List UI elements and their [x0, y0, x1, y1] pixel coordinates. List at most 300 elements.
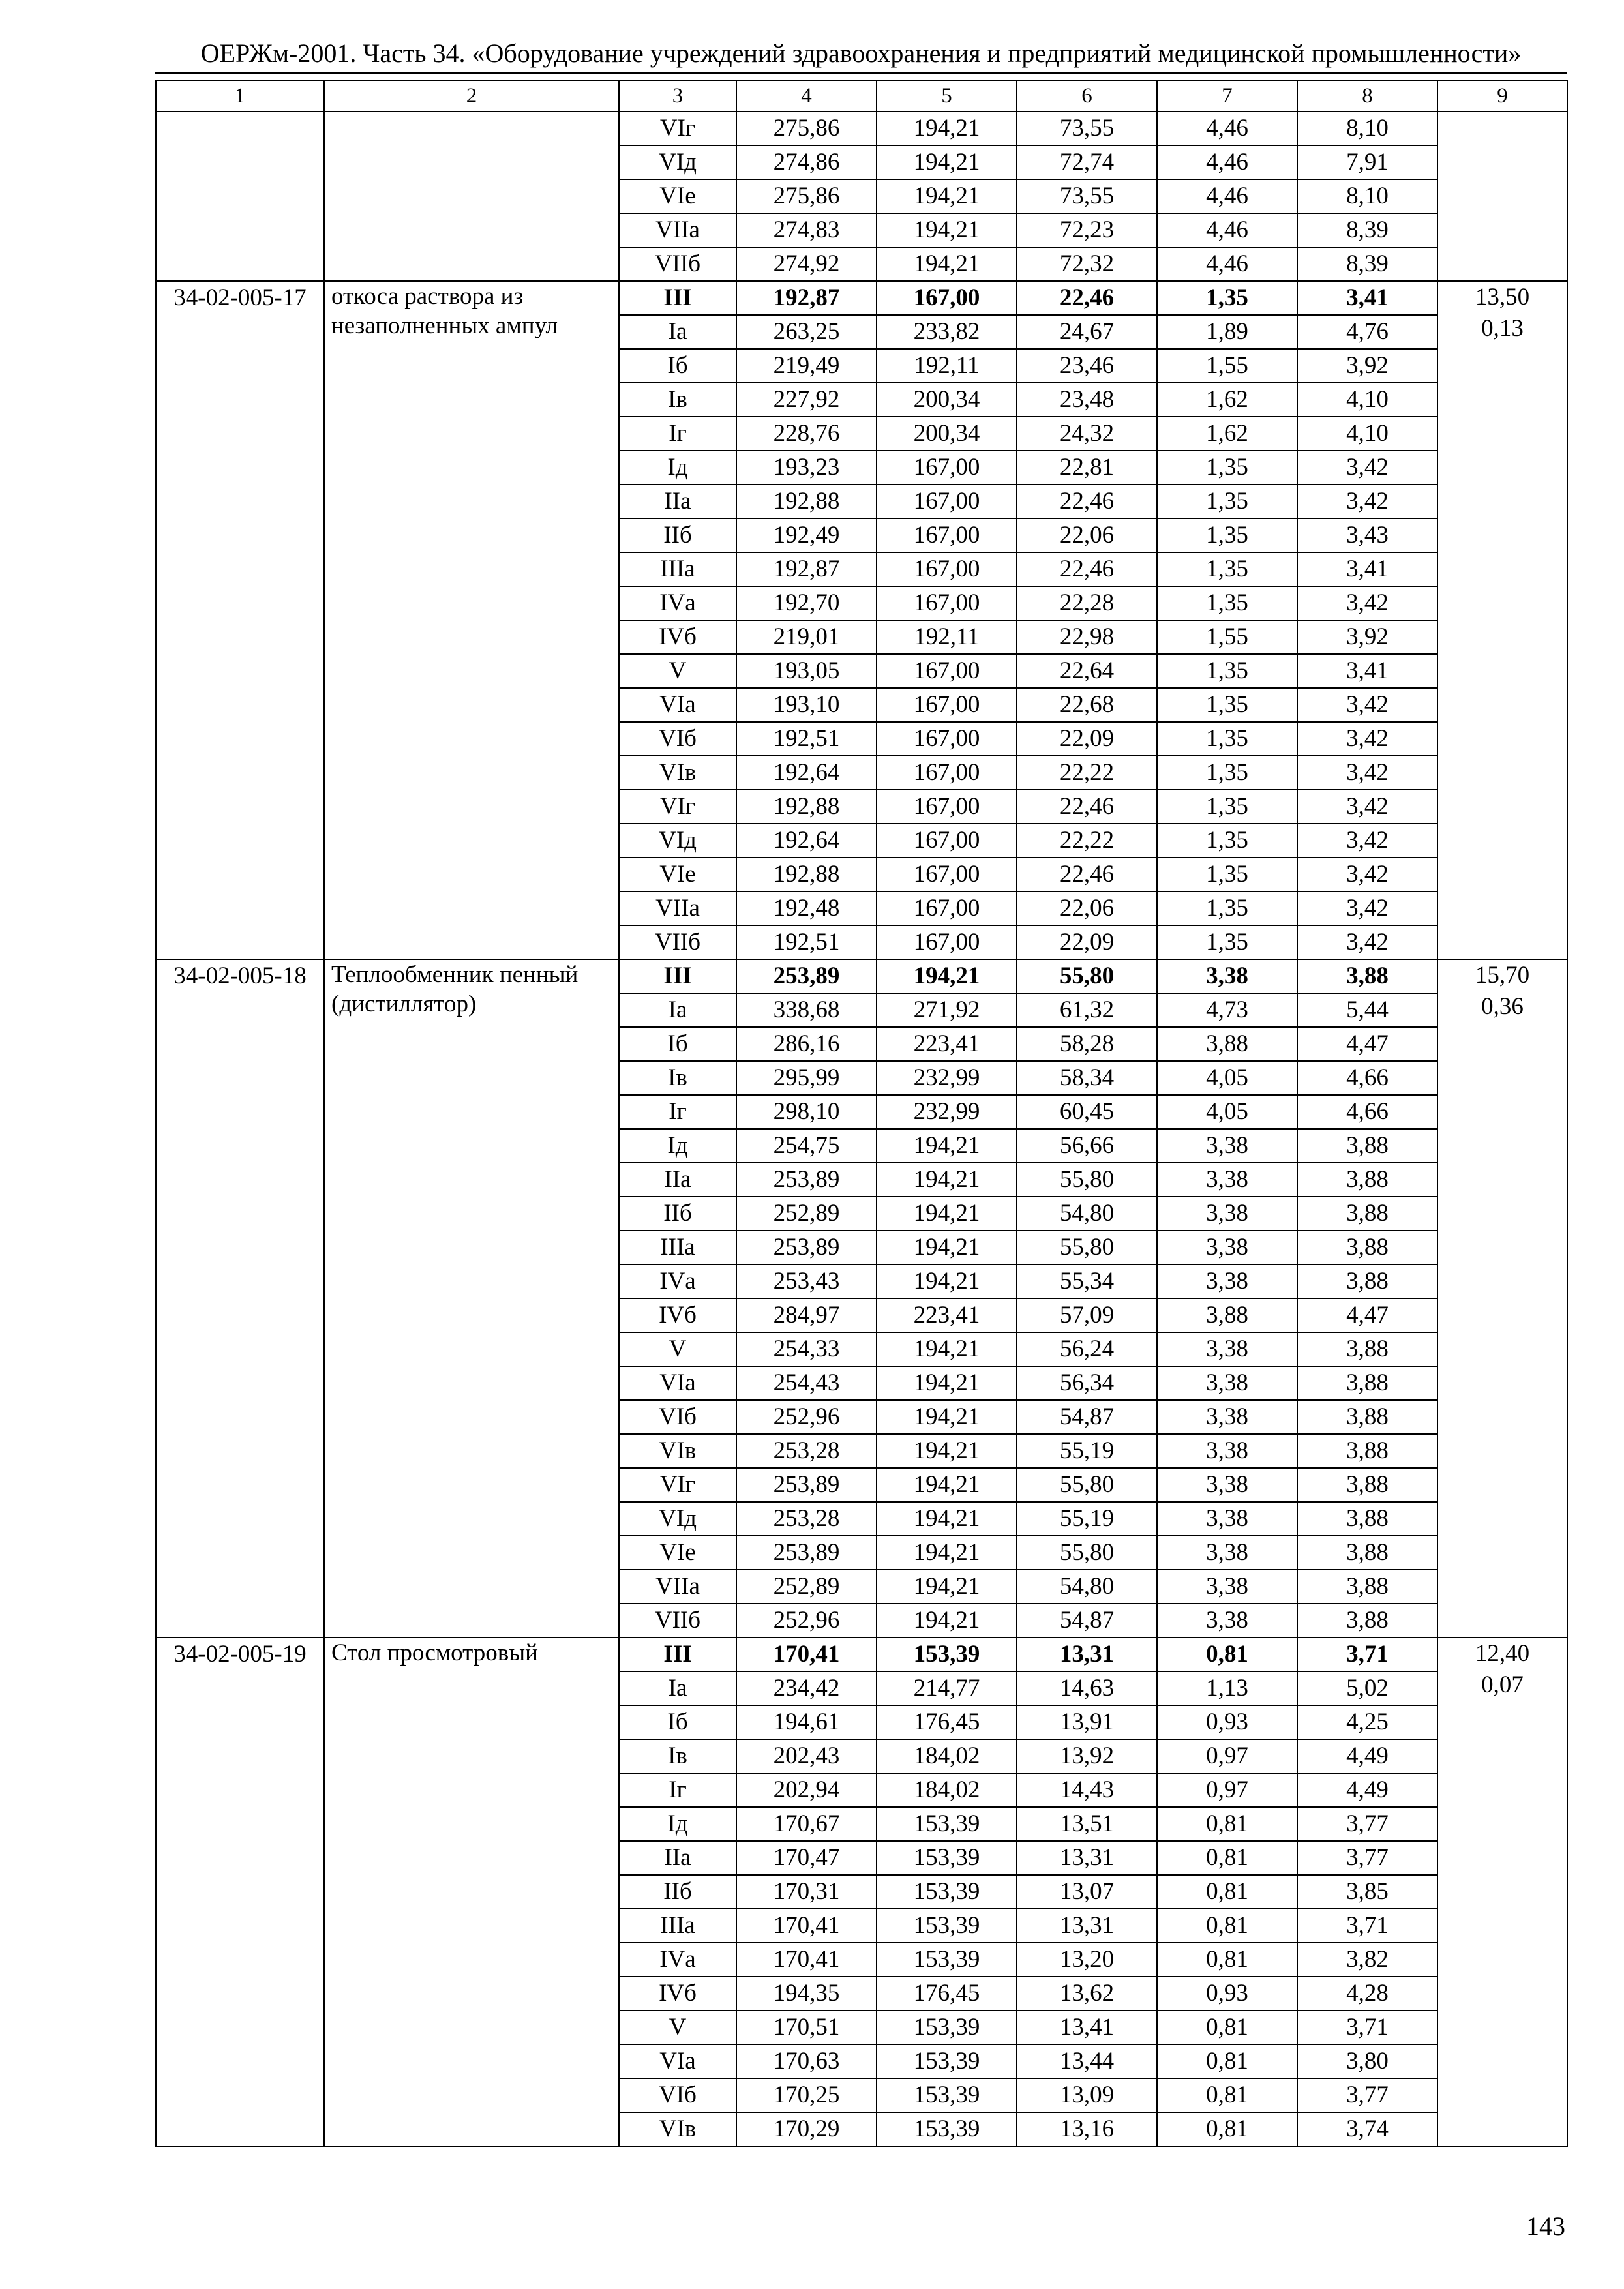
- zone-cell: VIIа: [619, 891, 736, 925]
- total-cost-cell: 254,43: [736, 1366, 877, 1400]
- wages-cell: 194,21: [877, 1231, 1017, 1264]
- total-cost-cell: 192,70: [736, 586, 877, 620]
- zone-cell: III: [619, 959, 736, 993]
- zone-cell: VIг: [619, 112, 736, 145]
- total-cost-cell: 254,33: [736, 1332, 877, 1366]
- total-cost-cell: 254,75: [736, 1129, 877, 1163]
- wages-cell: 194,21: [877, 247, 1017, 281]
- materials-cell: 4,47: [1297, 1027, 1437, 1061]
- zone-cell: Iг: [619, 1773, 736, 1807]
- machinist-wages-cell: 0,81: [1157, 1807, 1297, 1841]
- materials-cell: 3,88: [1297, 1604, 1437, 1638]
- machinist-wages-cell: 4,73: [1157, 993, 1297, 1027]
- wages-cell: 233,82: [877, 315, 1017, 349]
- materials-cell: 3,42: [1297, 586, 1437, 620]
- col9-cell: [1437, 959, 1567, 1638]
- machinist-wages-cell: 3,38: [1157, 1197, 1297, 1231]
- machinist-wages-cell: 1,62: [1157, 383, 1297, 417]
- wages-cell: 153,39: [877, 2044, 1017, 2078]
- total-cost-cell: 253,89: [736, 1468, 877, 1502]
- materials-cell: 3,42: [1297, 688, 1437, 722]
- zone-cell: Iв: [619, 383, 736, 417]
- machines-cell: 22,22: [1017, 824, 1157, 858]
- wages-cell: 194,21: [877, 1468, 1017, 1502]
- machines-cell: 54,80: [1017, 1197, 1157, 1231]
- machines-cell: 72,23: [1017, 213, 1157, 247]
- zone-cell: IVа: [619, 1264, 736, 1298]
- wages-cell: 194,21: [877, 1502, 1017, 1536]
- materials-cell: 3,42: [1297, 790, 1437, 824]
- wages-cell: 194,21: [877, 112, 1017, 145]
- zone-cell: VIв: [619, 2112, 736, 2146]
- materials-cell: 4,66: [1297, 1095, 1437, 1129]
- total-cost-cell: 170,41: [736, 1638, 877, 1671]
- zone-cell: VIIб: [619, 247, 736, 281]
- col9-cell: [1437, 112, 1567, 281]
- machinist-labor-value: 0,07: [1481, 1671, 1524, 1698]
- machines-cell: 55,80: [1017, 1231, 1157, 1264]
- column-number-cell: 7: [1157, 80, 1297, 112]
- zone-cell: Iб: [619, 1705, 736, 1739]
- machinist-wages-cell: 1,35: [1157, 688, 1297, 722]
- machinist-wages-cell: 0,81: [1157, 2078, 1297, 2112]
- rate-name: Теплообменник пенный (дистиллятор): [324, 959, 619, 1638]
- wages-cell: 223,41: [877, 1298, 1017, 1332]
- zone-cell: VIв: [619, 756, 736, 790]
- machinist-wages-cell: 1,35: [1157, 756, 1297, 790]
- zone-cell: IIа: [619, 1841, 736, 1875]
- wages-cell: 200,34: [877, 417, 1017, 451]
- zone-cell: VIIа: [619, 1570, 736, 1604]
- total-cost-cell: 170,41: [736, 1909, 877, 1943]
- machines-cell: 56,24: [1017, 1332, 1157, 1366]
- materials-cell: 3,42: [1297, 485, 1437, 518]
- wages-cell: 194,21: [877, 1332, 1017, 1366]
- machines-cell: 22,46: [1017, 485, 1157, 518]
- total-cost-cell: 263,25: [736, 315, 877, 349]
- materials-cell: 3,74: [1297, 2112, 1437, 2146]
- zone-cell: IIIа: [619, 1909, 736, 1943]
- machines-cell: 13,31: [1017, 1638, 1157, 1671]
- total-cost-cell: 170,31: [736, 1875, 877, 1909]
- wages-cell: 194,21: [877, 1163, 1017, 1197]
- machinist-wages-cell: 3,38: [1157, 1264, 1297, 1298]
- machines-cell: 13,16: [1017, 2112, 1157, 2146]
- rate-name: откоса раствора из незаполненных ампул: [324, 281, 619, 959]
- labor-cost-value: 15,70: [1475, 962, 1530, 989]
- machinist-wages-cell: 1,35: [1157, 451, 1297, 485]
- machinist-wages-cell: 3,38: [1157, 1604, 1297, 1638]
- machines-cell: 22,81: [1017, 451, 1157, 485]
- total-cost-cell: 274,83: [736, 213, 877, 247]
- machines-cell: 23,48: [1017, 383, 1157, 417]
- materials-cell: 3,88: [1297, 1570, 1437, 1604]
- total-cost-cell: 295,99: [736, 1061, 877, 1095]
- materials-cell: 8,10: [1297, 179, 1437, 213]
- total-cost-cell: 193,10: [736, 688, 877, 722]
- machinist-wages-cell: 1,35: [1157, 891, 1297, 925]
- total-cost-cell: 219,01: [736, 620, 877, 654]
- machinist-wages-cell: 0,81: [1157, 1841, 1297, 1875]
- wages-cell: 194,21: [877, 1197, 1017, 1231]
- wages-cell: 167,00: [877, 451, 1017, 485]
- machines-cell: 14,43: [1017, 1773, 1157, 1807]
- machines-cell: 55,80: [1017, 959, 1157, 993]
- zone-cell: IIа: [619, 485, 736, 518]
- wages-cell: 167,00: [877, 586, 1017, 620]
- column-number-cell: 5: [877, 80, 1017, 112]
- total-cost-cell: 253,89: [736, 1231, 877, 1264]
- total-cost-cell: 192,51: [736, 722, 877, 756]
- total-cost-cell: 286,16: [736, 1027, 877, 1061]
- wages-cell: 167,00: [877, 925, 1017, 959]
- machines-cell: 72,32: [1017, 247, 1157, 281]
- machinist-wages-cell: 1,55: [1157, 349, 1297, 383]
- zone-cell: IVа: [619, 1943, 736, 1977]
- machines-cell: 57,09: [1017, 1298, 1157, 1332]
- materials-cell: 3,92: [1297, 349, 1437, 383]
- machinist-wages-cell: 0,81: [1157, 1943, 1297, 1977]
- machines-cell: 22,46: [1017, 858, 1157, 891]
- machines-cell: 55,80: [1017, 1163, 1157, 1197]
- materials-cell: 3,42: [1297, 722, 1437, 756]
- machines-cell: 22,46: [1017, 281, 1157, 315]
- zone-cell: Iа: [619, 993, 736, 1027]
- total-cost-cell: 274,92: [736, 247, 877, 281]
- machines-cell: 22,09: [1017, 925, 1157, 959]
- materials-cell: 3,92: [1297, 620, 1437, 654]
- total-cost-cell: 234,42: [736, 1671, 877, 1705]
- total-cost-cell: 252,96: [736, 1604, 877, 1638]
- machinist-wages-cell: 3,38: [1157, 1332, 1297, 1366]
- page-header: ОЕРЖм-2001. Часть 34. «Оборудование учреждений здравоохранения и предприятий медицинской промышленности»: [200, 38, 1522, 68]
- table-row: [156, 112, 1567, 145]
- materials-cell: 4,28: [1297, 1977, 1437, 2011]
- machinist-wages-cell: 1,35: [1157, 925, 1297, 959]
- total-cost-cell: 170,47: [736, 1841, 877, 1875]
- wages-cell: 192,11: [877, 349, 1017, 383]
- materials-cell: 3,88: [1297, 1468, 1437, 1502]
- materials-cell: 3,42: [1297, 925, 1437, 959]
- labor-cost-value: 13,50: [1475, 284, 1530, 310]
- zone-cell: VIе: [619, 1536, 736, 1570]
- machines-cell: 23,46: [1017, 349, 1157, 383]
- machinist-wages-cell: 0,97: [1157, 1739, 1297, 1773]
- machines-cell: 61,32: [1017, 993, 1157, 1027]
- total-cost-cell: 192,48: [736, 891, 877, 925]
- wages-cell: 153,39: [877, 1909, 1017, 1943]
- wages-cell: 194,21: [877, 1366, 1017, 1400]
- materials-cell: 3,42: [1297, 891, 1437, 925]
- materials-cell: 3,41: [1297, 654, 1437, 688]
- total-cost-cell: 338,68: [736, 993, 877, 1027]
- machines-cell: 73,55: [1017, 112, 1157, 145]
- materials-cell: 3,43: [1297, 518, 1437, 552]
- wages-cell: 271,92: [877, 993, 1017, 1027]
- wages-cell: 194,21: [877, 145, 1017, 179]
- machines-cell: 55,19: [1017, 1434, 1157, 1468]
- wages-cell: 167,00: [877, 518, 1017, 552]
- machines-cell: 14,63: [1017, 1671, 1157, 1705]
- rates-table: [155, 80, 1568, 2147]
- machines-cell: 56,34: [1017, 1366, 1157, 1400]
- zone-cell: Iд: [619, 451, 736, 485]
- machines-cell: 58,28: [1017, 1027, 1157, 1061]
- column-number-cell: 3: [619, 80, 736, 112]
- wages-cell: 167,00: [877, 281, 1017, 315]
- materials-cell: 3,88: [1297, 1163, 1437, 1197]
- materials-cell: 5,02: [1297, 1671, 1437, 1705]
- zone-cell: IVб: [619, 620, 736, 654]
- wages-cell: 192,11: [877, 620, 1017, 654]
- materials-cell: 3,88: [1297, 959, 1437, 993]
- wages-cell: 167,00: [877, 756, 1017, 790]
- machinist-wages-cell: 0,93: [1157, 1705, 1297, 1739]
- zone-cell: VIв: [619, 1434, 736, 1468]
- zone-cell: Iд: [619, 1129, 736, 1163]
- materials-cell: 3,77: [1297, 2078, 1437, 2112]
- wages-cell: 153,39: [877, 2078, 1017, 2112]
- machines-cell: 13,62: [1017, 1977, 1157, 2011]
- machines-cell: 13,20: [1017, 1943, 1157, 1977]
- machines-cell: 22,46: [1017, 790, 1157, 824]
- total-cost-cell: 192,88: [736, 790, 877, 824]
- total-cost-cell: 192,49: [736, 518, 877, 552]
- machinist-wages-cell: 3,38: [1157, 1434, 1297, 1468]
- machinist-wages-cell: 3,38: [1157, 1231, 1297, 1264]
- materials-cell: 3,82: [1297, 1943, 1437, 1977]
- materials-cell: 3,88: [1297, 1264, 1437, 1298]
- machines-cell: 54,80: [1017, 1570, 1157, 1604]
- code-cell: [156, 112, 324, 281]
- wages-cell: 167,00: [877, 722, 1017, 756]
- materials-cell: 3,71: [1297, 2011, 1437, 2044]
- total-cost-cell: 170,67: [736, 1807, 877, 1841]
- machines-cell: 13,91: [1017, 1705, 1157, 1739]
- zone-cell: Iв: [619, 1061, 736, 1095]
- zone-cell: IVб: [619, 1977, 736, 2011]
- machinist-wages-cell: 0,81: [1157, 1909, 1297, 1943]
- total-cost-cell: 275,86: [736, 179, 877, 213]
- total-cost-cell: 193,05: [736, 654, 877, 688]
- labor-cost-value: 12,40: [1475, 1640, 1530, 1667]
- total-cost-cell: 252,96: [736, 1400, 877, 1434]
- machinist-wages-cell: 3,38: [1157, 1468, 1297, 1502]
- total-cost-cell: 275,86: [736, 112, 877, 145]
- zone-cell: Iг: [619, 417, 736, 451]
- machinist-wages-cell: 0,81: [1157, 1638, 1297, 1671]
- total-cost-cell: 192,88: [736, 858, 877, 891]
- machinist-wages-cell: 3,38: [1157, 1536, 1297, 1570]
- machines-cell: 24,67: [1017, 315, 1157, 349]
- zone-cell: Iа: [619, 1671, 736, 1705]
- zone-cell: IIа: [619, 1163, 736, 1197]
- zone-cell: VIIа: [619, 213, 736, 247]
- wages-cell: 194,21: [877, 213, 1017, 247]
- machinist-wages-cell: 3,38: [1157, 1502, 1297, 1536]
- machines-cell: 60,45: [1017, 1095, 1157, 1129]
- materials-cell: 3,88: [1297, 1129, 1437, 1163]
- column-number-cell: 1: [156, 80, 324, 112]
- machinist-wages-cell: 0,81: [1157, 2011, 1297, 2044]
- zone-cell: VIа: [619, 1366, 736, 1400]
- page-number: 143: [1526, 2211, 1565, 2241]
- machines-cell: 24,32: [1017, 417, 1157, 451]
- machinist-wages-cell: 1,55: [1157, 620, 1297, 654]
- total-cost-cell: 252,89: [736, 1570, 877, 1604]
- machinist-wages-cell: 0,93: [1157, 1977, 1297, 2011]
- wages-cell: 167,00: [877, 688, 1017, 722]
- wages-cell: 194,21: [877, 1604, 1017, 1638]
- column-number-cell: 4: [736, 80, 877, 112]
- materials-cell: 4,76: [1297, 315, 1437, 349]
- wages-cell: 194,21: [877, 1129, 1017, 1163]
- zone-cell: Iб: [619, 349, 736, 383]
- zone-cell: VIб: [619, 722, 736, 756]
- materials-cell: 3,41: [1297, 281, 1437, 315]
- machinist-wages-cell: 4,46: [1157, 112, 1297, 145]
- materials-cell: 3,88: [1297, 1197, 1437, 1231]
- materials-cell: 3,85: [1297, 1875, 1437, 1909]
- total-cost-cell: 274,86: [736, 145, 877, 179]
- wages-cell: 200,34: [877, 383, 1017, 417]
- materials-cell: 8,39: [1297, 247, 1437, 281]
- machinist-labor-value: 0,13: [1481, 315, 1524, 342]
- machinist-wages-cell: 0,81: [1157, 1875, 1297, 1909]
- wages-cell: 167,00: [877, 891, 1017, 925]
- materials-cell: 3,88: [1297, 1400, 1437, 1434]
- machinist-wages-cell: 1,35: [1157, 552, 1297, 586]
- machines-cell: 54,87: [1017, 1400, 1157, 1434]
- wages-cell: 194,21: [877, 179, 1017, 213]
- machinist-wages-cell: 1,62: [1157, 417, 1297, 451]
- materials-cell: 4,47: [1297, 1298, 1437, 1332]
- machinist-wages-cell: 1,13: [1157, 1671, 1297, 1705]
- machinist-wages-cell: 1,35: [1157, 858, 1297, 891]
- total-cost-cell: 284,97: [736, 1298, 877, 1332]
- materials-cell: 3,88: [1297, 1366, 1437, 1400]
- zone-cell: VIIб: [619, 1604, 736, 1638]
- total-cost-cell: 170,29: [736, 2112, 877, 2146]
- wages-cell: 194,21: [877, 1434, 1017, 1468]
- total-cost-cell: 170,51: [736, 2011, 877, 2044]
- wages-cell: 194,21: [877, 959, 1017, 993]
- total-cost-cell: 170,41: [736, 1943, 877, 1977]
- machines-cell: 55,80: [1017, 1536, 1157, 1570]
- wages-cell: 153,39: [877, 1807, 1017, 1841]
- total-cost-cell: 202,94: [736, 1773, 877, 1807]
- wages-cell: 167,00: [877, 654, 1017, 688]
- machines-cell: 13,51: [1017, 1807, 1157, 1841]
- total-cost-cell: 228,76: [736, 417, 877, 451]
- zone-cell: VIа: [619, 2044, 736, 2078]
- total-cost-cell: 227,92: [736, 383, 877, 417]
- machines-cell: 13,41: [1017, 2011, 1157, 2044]
- column-number-cell: 9: [1437, 80, 1567, 112]
- zone-cell: IIб: [619, 1197, 736, 1231]
- zone-cell: Iг: [619, 1095, 736, 1129]
- wages-cell: 194,21: [877, 1264, 1017, 1298]
- total-cost-cell: 192,87: [736, 281, 877, 315]
- zone-cell: V: [619, 654, 736, 688]
- materials-cell: 3,88: [1297, 1332, 1437, 1366]
- machinist-wages-cell: 0,81: [1157, 2044, 1297, 2078]
- total-cost-cell: 170,25: [736, 2078, 877, 2112]
- materials-cell: 5,44: [1297, 993, 1437, 1027]
- machines-cell: 54,87: [1017, 1604, 1157, 1638]
- machinist-wages-cell: 3,88: [1157, 1027, 1297, 1061]
- materials-cell: 3,77: [1297, 1841, 1437, 1875]
- machines-cell: 13,44: [1017, 2044, 1157, 2078]
- machines-cell: 72,74: [1017, 145, 1157, 179]
- column-number-cell: 6: [1017, 80, 1157, 112]
- materials-cell: 3,42: [1297, 824, 1437, 858]
- machines-cell: 22,64: [1017, 654, 1157, 688]
- table-row: [156, 1638, 1567, 1671]
- machinist-wages-cell: 1,89: [1157, 315, 1297, 349]
- total-cost-cell: 192,87: [736, 552, 877, 586]
- zone-cell: III: [619, 1638, 736, 1671]
- zone-cell: VIIб: [619, 925, 736, 959]
- materials-cell: 3,80: [1297, 2044, 1437, 2078]
- machinist-wages-cell: 4,46: [1157, 179, 1297, 213]
- zone-cell: Iа: [619, 315, 736, 349]
- table-body: [156, 80, 1567, 2146]
- column-number-cell: 8: [1297, 80, 1437, 112]
- machinist-wages-cell: 1,35: [1157, 586, 1297, 620]
- zone-cell: Iв: [619, 1739, 736, 1773]
- total-cost-cell: 298,10: [736, 1095, 877, 1129]
- machines-cell: 13,07: [1017, 1875, 1157, 1909]
- zone-cell: IVб: [619, 1298, 736, 1332]
- materials-cell: 8,39: [1297, 213, 1437, 247]
- total-cost-cell: 192,51: [736, 925, 877, 959]
- total-cost-cell: 194,35: [736, 1977, 877, 2011]
- machinist-wages-cell: 1,35: [1157, 654, 1297, 688]
- machinist-wages-cell: 3,38: [1157, 1163, 1297, 1197]
- zone-cell: IVа: [619, 586, 736, 620]
- total-cost-cell: 192,64: [736, 756, 877, 790]
- machines-cell: 55,19: [1017, 1502, 1157, 1536]
- zone-cell: VIе: [619, 179, 736, 213]
- zone-cell: VIб: [619, 2078, 736, 2112]
- machines-cell: 22,68: [1017, 688, 1157, 722]
- wages-cell: 194,21: [877, 1536, 1017, 1570]
- zone-cell: VIд: [619, 145, 736, 179]
- machinist-wages-cell: 4,46: [1157, 145, 1297, 179]
- materials-cell: 3,88: [1297, 1231, 1437, 1264]
- total-cost-cell: 253,28: [736, 1502, 877, 1536]
- wages-cell: 184,02: [877, 1773, 1017, 1807]
- machines-cell: 22,06: [1017, 891, 1157, 925]
- machinist-wages-cell: 4,46: [1157, 247, 1297, 281]
- machines-cell: 13,92: [1017, 1739, 1157, 1773]
- total-cost-cell: 202,43: [736, 1739, 877, 1773]
- wages-cell: 167,00: [877, 824, 1017, 858]
- materials-cell: 3,77: [1297, 1807, 1437, 1841]
- col9-cell: [1437, 1638, 1567, 2146]
- wages-cell: 153,39: [877, 1875, 1017, 1909]
- machines-cell: 13,31: [1017, 1841, 1157, 1875]
- zone-cell: VIд: [619, 1502, 736, 1536]
- rate-name: Стол просмотровый: [324, 1638, 619, 2146]
- machinist-labor-value: 0,36: [1481, 993, 1524, 1020]
- table-row: [156, 281, 1567, 315]
- machines-cell: 55,34: [1017, 1264, 1157, 1298]
- rate-code: 34-02-005-17: [156, 281, 324, 959]
- wages-cell: 176,45: [877, 1705, 1017, 1739]
- zone-cell: IIб: [619, 1875, 736, 1909]
